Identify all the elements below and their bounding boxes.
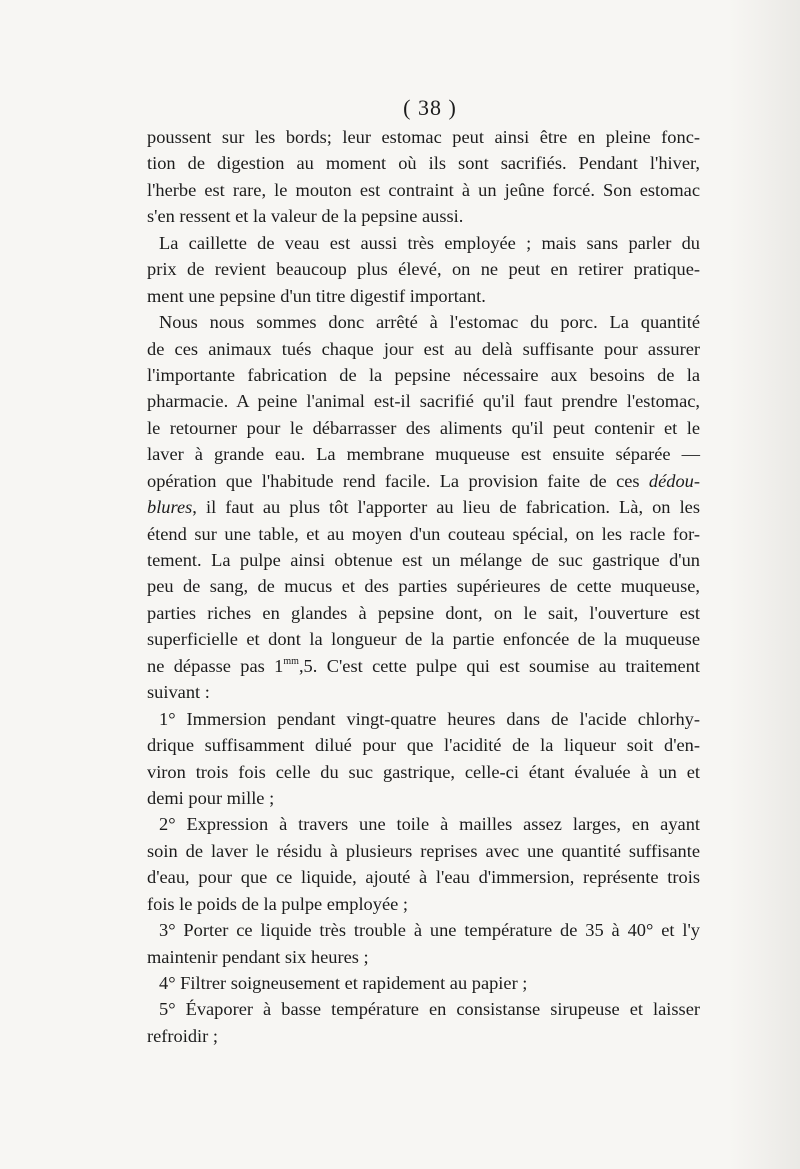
text-line: de ces animaux tués chaque jour est au delà suffisante pour assurer xyxy=(147,338,700,359)
text-line: l'herbe est rare, le mouton est contraint à un jeûne forcé. Son estomac xyxy=(147,179,700,200)
text-line: soin de laver le résidu à plusieurs reprises avec une quantité suffisante xyxy=(147,840,700,861)
text-line: pharmacie. A peine l'animal est-il sacrifié qu'il faut prendre l'estomac, xyxy=(147,391,700,412)
body-text xyxy=(147,124,700,1049)
text-line: tion de digestion au moment où ils sont sacrifiés. Pendant l'hiver, xyxy=(147,153,700,174)
page-number: ( 38 ) xyxy=(403,95,457,120)
text-line: tement. La pulpe ainsi obtenue est un mélange de suc gastrique d'un xyxy=(147,550,700,570)
text-line: drique suffisamment dilué pour que l'acidité de la liqueur soit d'en- xyxy=(147,735,700,756)
text-line: opération que l'habitude rend facile. La provision faite de ces dédou- xyxy=(147,470,700,491)
text-line: laver à grande eau. La membrane muqueuse est ensuite séparée — xyxy=(147,444,700,465)
text-line: le retourner pour le débarrasser des aliments qu'il peut contenir et le xyxy=(147,417,700,438)
text-line: maintenir pendant six heures ; xyxy=(147,946,369,967)
text-line: poussent sur les bords; leur estomac peut ainsi être en pleine fonc- xyxy=(147,127,700,147)
page-edge-shadow xyxy=(730,0,800,1169)
text-line: demi pour mille ; xyxy=(147,787,275,808)
text-line: s'en ressent et la valeur de la pepsine aussi. xyxy=(147,206,464,227)
text-line: l'importante fabrication de la pepsine nécessaire aux besoins de la xyxy=(147,364,700,385)
text-line: 2° Expression à travers une toile à mailles assez larges, en ayant xyxy=(159,814,700,835)
text-line: La caillette de veau est aussi très employée ; mais sans parler du xyxy=(159,232,700,253)
text-line: d'eau, pour que ce liquide, ajouté à l'eau d'immersion, représente trois xyxy=(147,867,700,888)
text-line: ment une pepsine d'un titre digestif important. xyxy=(147,285,486,306)
text-line: Nous nous sommes donc arrêté à l'estomac du porc. La quantité xyxy=(159,312,700,333)
text-line: viron trois fois celle du suc gastrique, celle-ci étant évaluée à un et xyxy=(147,761,700,782)
text-line: 3° Porter ce liquide très trouble à une température de 35 à 40° et l'y xyxy=(159,920,700,941)
text-line: prix de revient beaucoup plus élevé, on ne peut en retirer pratique- xyxy=(147,259,700,280)
text-line: superficielle et dont la longueur de la partie enfoncée de la muqueuse xyxy=(147,629,700,650)
text-line: peu de sang, de mucus et des parties supérieures de cette muqueuse, xyxy=(147,576,700,597)
text-line: refroidir ; xyxy=(147,1025,218,1046)
text-line: suivant : xyxy=(147,682,210,703)
text-line: 5° Évaporer à basse température en consistanse sirupeuse et laisser xyxy=(159,999,700,1020)
text-line: étend sur une table, et au moyen d'un couteau spécial, on les racle for- xyxy=(147,523,700,544)
text-line: blures, il faut au plus tôt l'apporter au lieu de fabrication. Là, on les xyxy=(147,497,700,518)
text-line: parties riches en glandes à pepsine dont, on le sait, l'ouverture est xyxy=(147,602,700,623)
text-line: fois le poids de la pulpe employée ; xyxy=(147,893,408,914)
text-line: ne dépasse pas $1^{mm},5$. C'est cette pulpe qui est soumise au traitement xyxy=(147,655,700,676)
text-line: 1° Immersion pendant vingt-quatre heures dans de l'acide chlorhy- xyxy=(159,708,700,729)
text-line: 4° Filtrer soigneusement et rapidement au papier ; xyxy=(159,973,528,993)
